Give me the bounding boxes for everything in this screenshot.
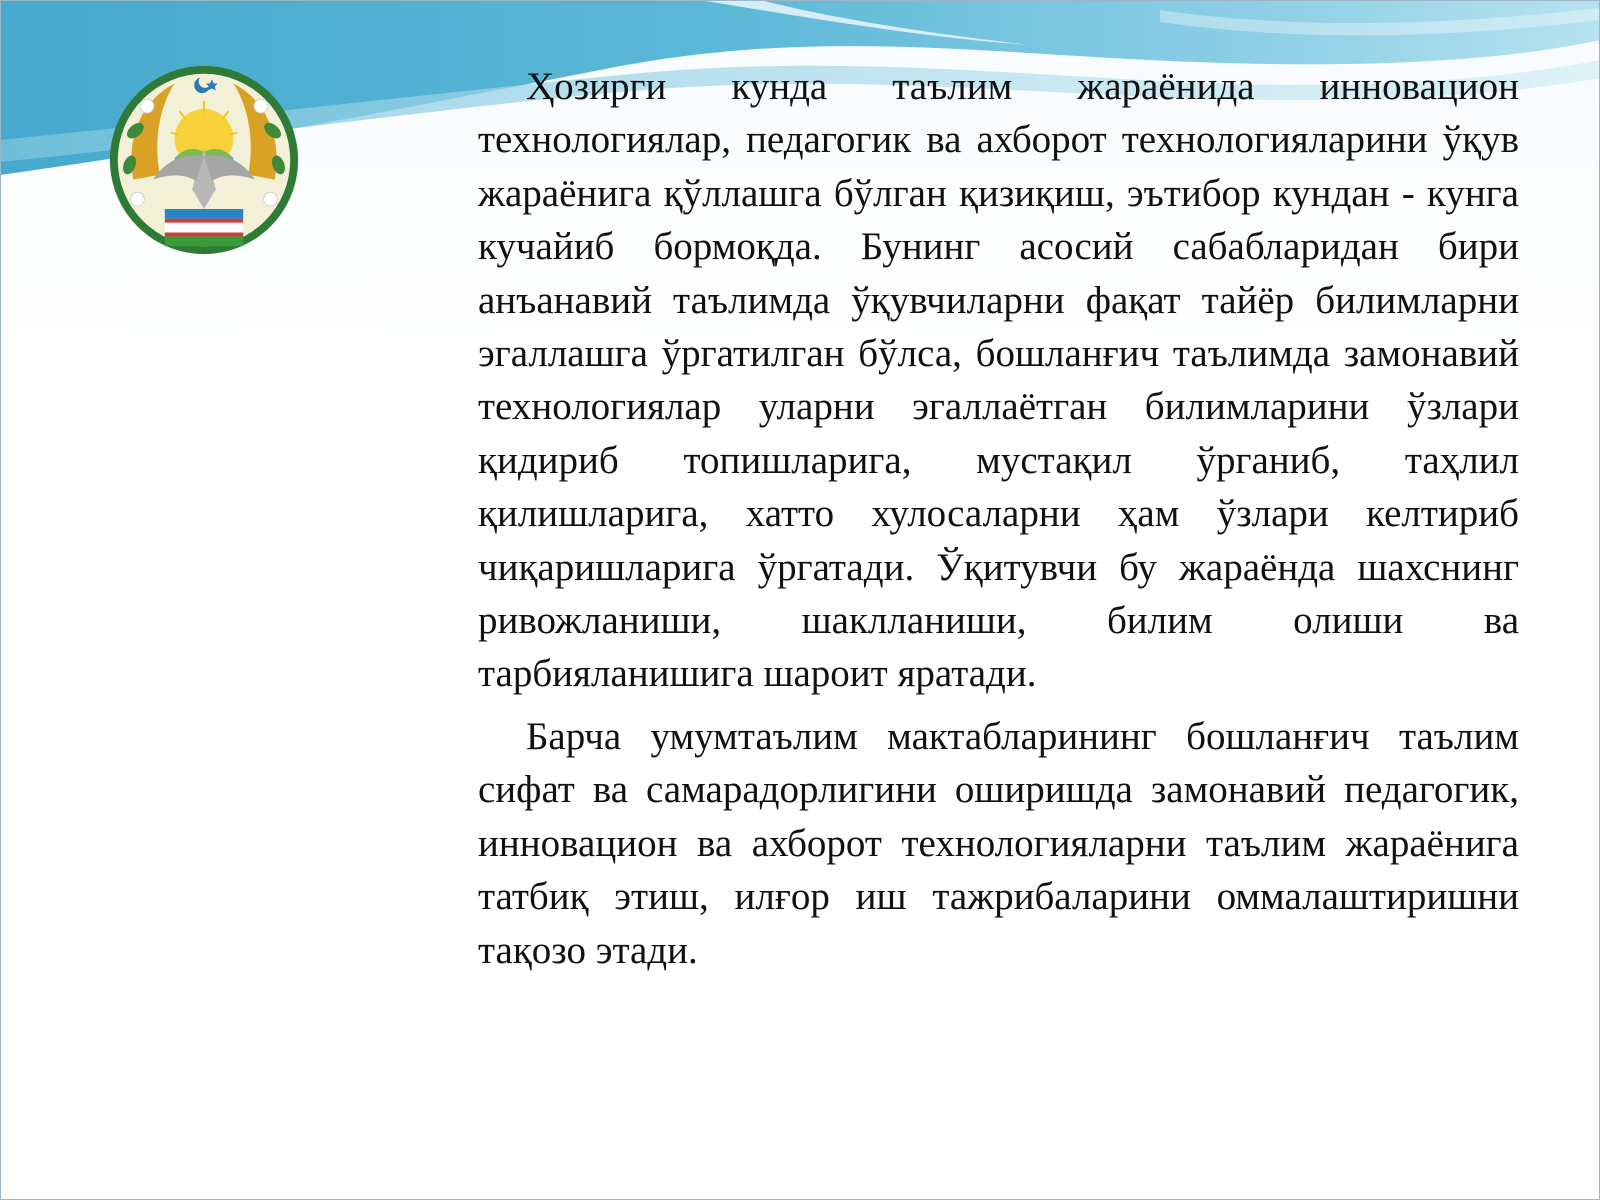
state-emblem-icon — [106, 62, 302, 258]
body-text — [478, 60, 1519, 977]
paragraph-1: Ҳозирги кунда таълим жараёнида инновацион технологиялар, педагогик ва ахборот технологияларини ўқув жараёнига қўллашга бўлган қизиқиш, эътибор кундан - кунга кучайиб бормоқда. Бунинг асосий сабабларидан бири анъанавий таълимда ўқувчиларни фақат тайёр билимларни эгаллашга ўргатилган бўлса, бошланғич таълимда замонавий технологиялар уларни эгаллаётган билимларини ўзлари қидириб топишларига, мустақил ўрганиб, таҳлил қилишларига, хатто хулосаларни ҳам ўзлари келтириб чиқаришларига ўргатади. Ўқитувчи бу жараёнда шахснинг ривожланиши, шаклланиши, билим олиши ва тарбияланишига шароит яратади. — [478, 65, 1519, 696]
paragraph-2: Барча умумтаълим мактабларининг бошланғич таълим сифат ва самарадорлигини оширишда замонавий педагогик, инновацион ва ахборот технологияларни таълим жараёнига татбиқ этиш, илғор иш тажрибаларини оммалаштиришни тақозо этади. — [478, 714, 1519, 972]
